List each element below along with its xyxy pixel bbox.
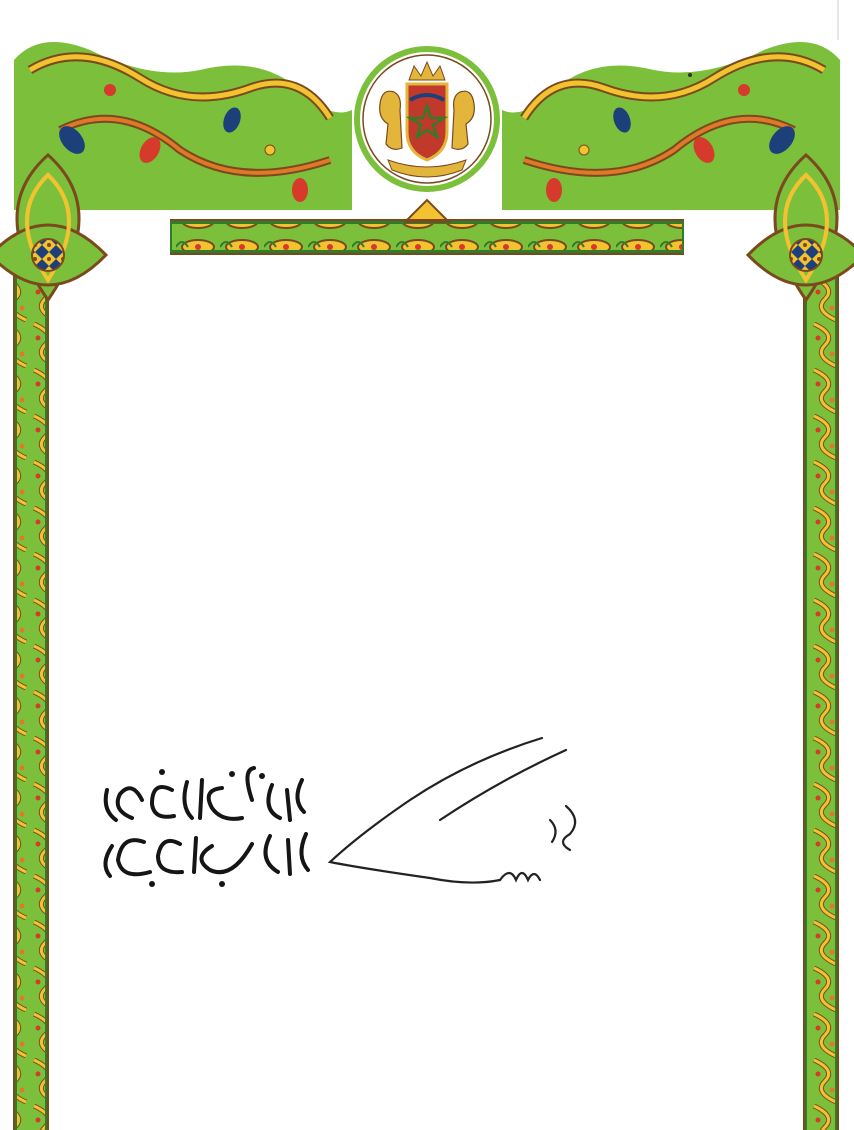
handwritten-signature xyxy=(320,730,600,910)
royal-coat-of-arms-icon xyxy=(352,44,502,194)
right-border-band xyxy=(804,270,838,1130)
royal-calligraphy-signature xyxy=(92,760,322,890)
left-border-band xyxy=(14,270,48,1130)
